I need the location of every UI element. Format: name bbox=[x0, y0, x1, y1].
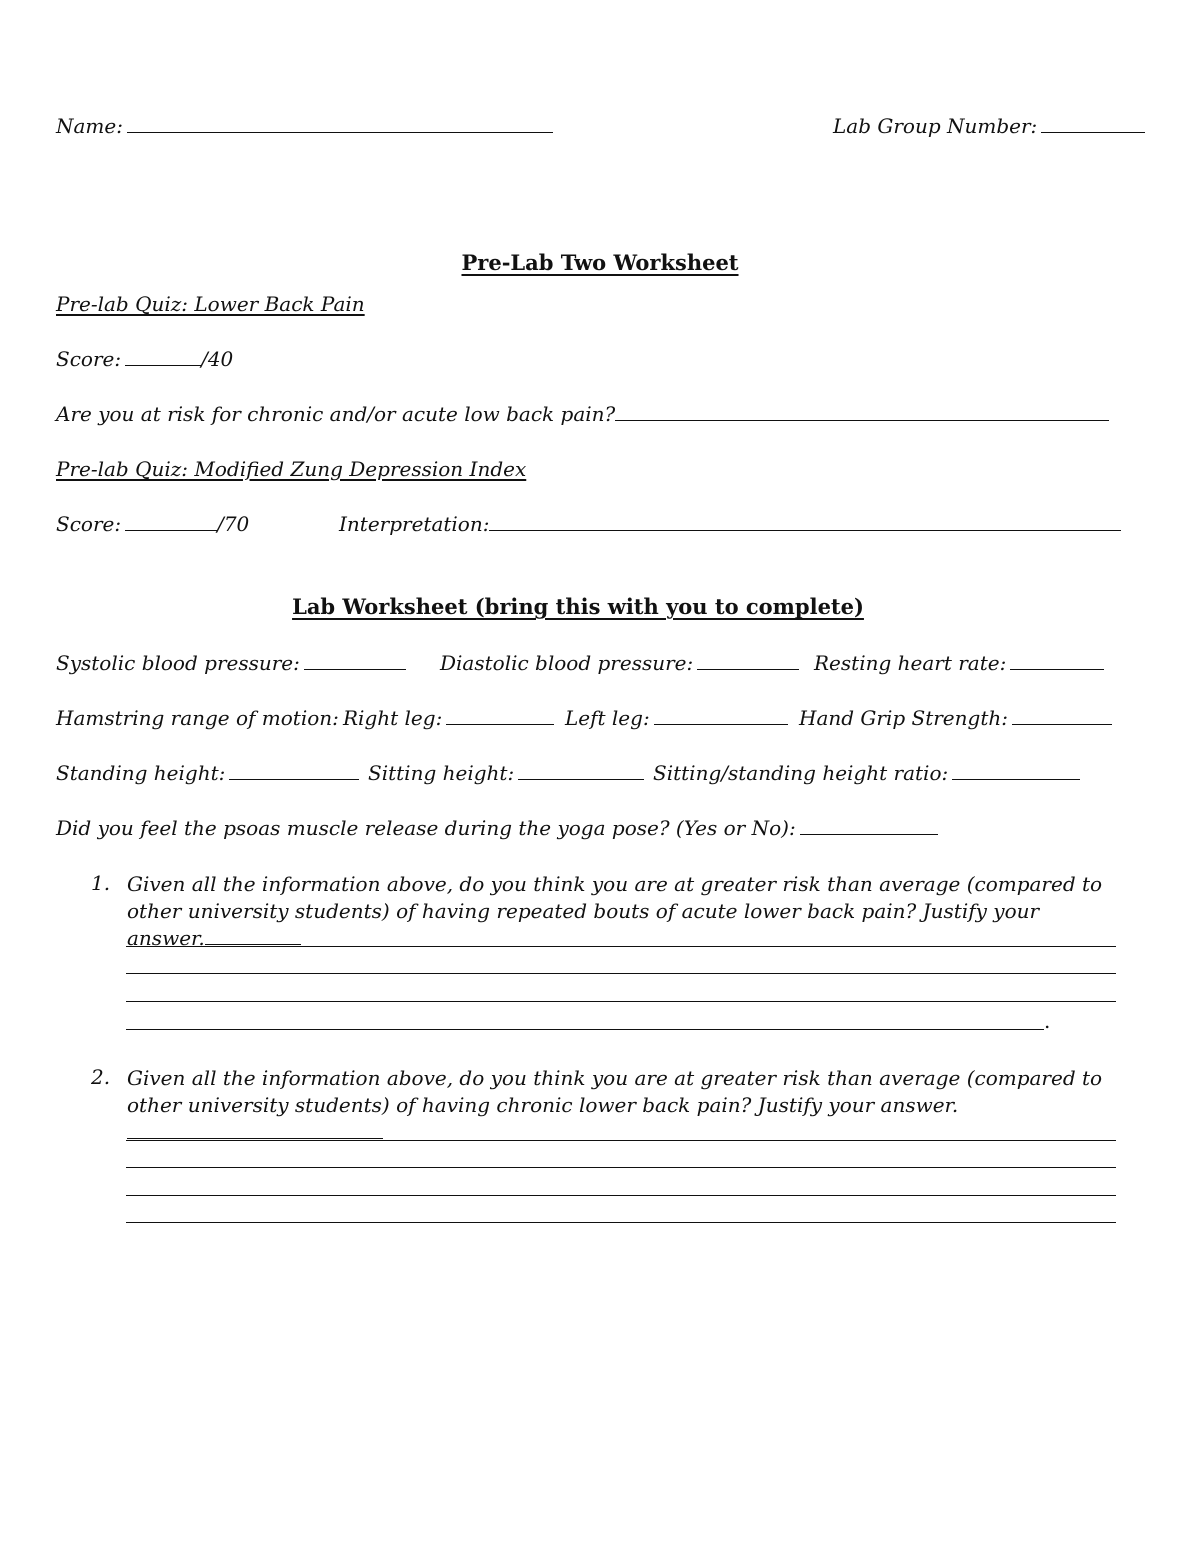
score1-max: /40 bbox=[201, 347, 234, 371]
score2-field[interactable] bbox=[125, 512, 217, 531]
left-leg-label: Left leg: bbox=[565, 706, 650, 730]
resting-hr-label: Resting heart rate: bbox=[814, 651, 1007, 675]
question-1-answer-line[interactable] bbox=[126, 973, 1116, 974]
right-leg-row bbox=[343, 705, 554, 731]
sitting-height-label: Sitting height: bbox=[368, 761, 515, 785]
interpretation-label: Interpretation: bbox=[339, 512, 490, 536]
question-2-text: Given all the information above, do you think you are at greater risk than average (compared to other university students) of having chronic lower back pain? Justify your answer. bbox=[127, 1065, 1119, 1146]
resting-hr-field[interactable] bbox=[1010, 651, 1104, 670]
name-label: Name: bbox=[56, 114, 123, 138]
ratio-row bbox=[653, 760, 1080, 786]
right-leg-label: Right leg: bbox=[343, 706, 443, 730]
score1-label: Score: bbox=[56, 347, 122, 371]
diastolic-row bbox=[440, 650, 799, 676]
question-2-answer-line[interactable] bbox=[126, 1222, 1116, 1223]
standing-row bbox=[56, 760, 359, 786]
score2-row bbox=[56, 511, 249, 537]
page-title: Pre-Lab Two Worksheet bbox=[461, 250, 739, 275]
height-ratio-field[interactable] bbox=[952, 761, 1080, 780]
standing-height-label: Standing height: bbox=[56, 761, 226, 785]
systolic-field[interactable] bbox=[304, 651, 406, 670]
name-field[interactable] bbox=[127, 114, 553, 133]
question-1-field-inline[interactable] bbox=[205, 926, 301, 945]
hamstring-label: Hamstring range of motion: bbox=[56, 706, 339, 730]
grip-row bbox=[799, 705, 1112, 731]
lab-group-label: Lab Group Number: bbox=[833, 114, 1038, 138]
systolic-row bbox=[56, 650, 406, 676]
question-2-number: 2. bbox=[91, 1065, 111, 1089]
standing-height-field[interactable] bbox=[229, 761, 359, 780]
score1-row bbox=[56, 346, 233, 372]
height-ratio-label: Sitting/standing height ratio: bbox=[653, 761, 949, 785]
score2-label: Score: bbox=[56, 512, 122, 536]
quiz1-title: Pre-lab Quiz: Lower Back Pain bbox=[56, 292, 365, 316]
risk-row bbox=[56, 401, 1109, 427]
group-row bbox=[833, 113, 1145, 139]
question-1-answer-line[interactable] bbox=[126, 1001, 1116, 1002]
lab-worksheet-title: Lab Worksheet (bring this with you to complete) bbox=[292, 594, 864, 619]
psoas-question: Did you feel the psoas muscle release during the yoga pose? (Yes or No): bbox=[56, 816, 796, 840]
lab-group-field[interactable] bbox=[1041, 114, 1145, 133]
grip-label: Hand Grip Strength: bbox=[799, 706, 1008, 730]
quiz2-title: Pre-lab Quiz: Modified Zung Depression Index bbox=[56, 457, 527, 481]
left-leg-field[interactable] bbox=[654, 706, 788, 725]
name-row bbox=[56, 113, 553, 139]
right-leg-field[interactable] bbox=[446, 706, 554, 725]
question-2-answer-line[interactable] bbox=[126, 1195, 1116, 1196]
question-2-answer-line[interactable] bbox=[126, 1140, 1116, 1141]
hamstring-row bbox=[56, 705, 339, 731]
question-1-answer-line[interactable] bbox=[126, 946, 1116, 947]
score2-max: /70 bbox=[217, 512, 250, 536]
psoas-row bbox=[56, 815, 938, 841]
resting-hr-row bbox=[814, 650, 1104, 676]
systolic-label: Systolic blood pressure: bbox=[56, 651, 300, 675]
diastolic-field[interactable] bbox=[697, 651, 799, 670]
question-2-field-inline[interactable] bbox=[127, 1120, 383, 1139]
question-1-number: 1. bbox=[91, 871, 111, 895]
diastolic-label: Diastolic blood pressure: bbox=[440, 651, 694, 675]
risk-question: Are you at risk for chronic and/or acute low back pain? bbox=[56, 402, 616, 426]
interpretation-row bbox=[339, 511, 1121, 537]
grip-field[interactable] bbox=[1012, 706, 1112, 725]
sitting-row bbox=[368, 760, 644, 786]
interpretation-field[interactable] bbox=[489, 512, 1121, 531]
risk-field[interactable] bbox=[615, 402, 1109, 421]
left-leg-row bbox=[565, 705, 788, 731]
sitting-height-field[interactable] bbox=[518, 761, 644, 780]
question-1-end-mark: . bbox=[1044, 1009, 1051, 1033]
question-2-answer-line[interactable] bbox=[126, 1167, 1116, 1168]
question-1-text: Given all the information above, do you think you are at greater risk than average (compared to other university students) of having repeated bouts of acute lower back pain? Justify your answer. bbox=[127, 872, 1103, 950]
score1-field[interactable] bbox=[125, 347, 201, 366]
question-1-answer-line[interactable] bbox=[126, 1029, 1044, 1030]
psoas-field[interactable] bbox=[800, 816, 938, 835]
